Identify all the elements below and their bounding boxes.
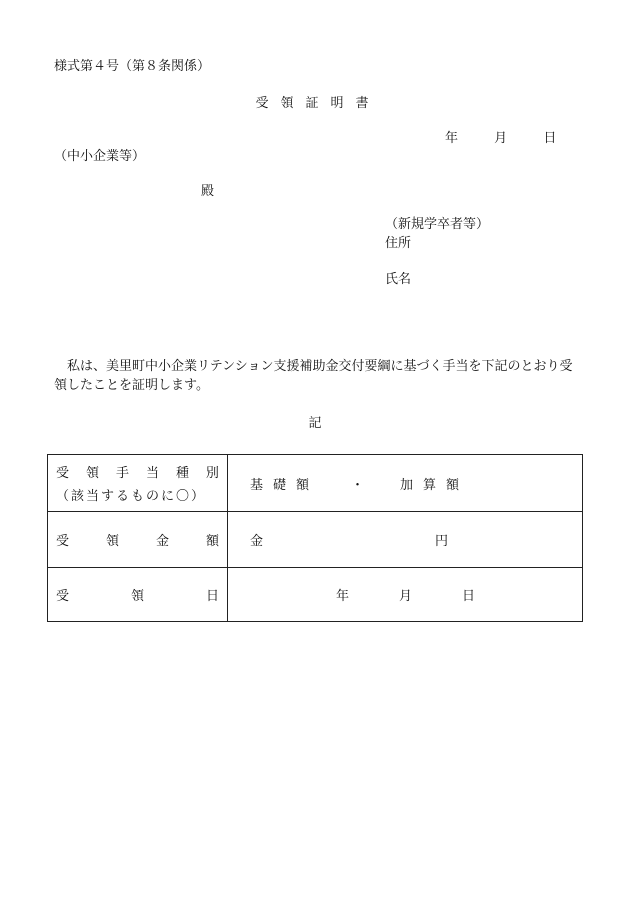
form-number: 様式第４号（第８条関係） [54, 59, 211, 74]
label-char: 当 [145, 466, 159, 481]
label-char: 種 [175, 466, 189, 481]
label-allowance-type-note: （該当するものに〇） [56, 489, 207, 504]
label-char: 別 [205, 466, 219, 481]
amount-unit: 円 [435, 534, 449, 549]
ki-heading: 記 [308, 416, 322, 431]
label-allowance-type [48, 455, 228, 512]
label-char: 受 [56, 534, 70, 549]
table-row-received-date [48, 568, 583, 622]
value-amount [228, 512, 583, 568]
label-amount [48, 512, 228, 568]
table-row-amount [48, 512, 583, 568]
label-char: 額 [205, 534, 219, 549]
body-text: 私は、美里町中小企業リテンション支援補助金交付要綱に基づく手当を下記のとおり受領したことを証明します。 [54, 359, 573, 393]
label-char: 領 [130, 589, 144, 604]
issuer-block [385, 215, 489, 253]
option-separator: ・ [351, 477, 365, 493]
label-char: 金 [155, 534, 169, 549]
table-row-allowance-type [48, 455, 583, 512]
amount-prefix: 金 [250, 534, 264, 549]
label-char: 受 [56, 589, 70, 604]
document-title: 受領証明書 [255, 96, 381, 111]
label-char: 領 [105, 534, 119, 549]
option-additional-amount: 加算額 [400, 477, 470, 493]
label-char: 受 [56, 466, 70, 481]
label-char: 領 [85, 466, 99, 481]
label-received-date [48, 568, 228, 622]
date-day: 日 [543, 131, 557, 146]
issuer-role: （新規学卒者等） [385, 217, 490, 232]
receipt-table [47, 454, 583, 622]
received-year: 年 [336, 589, 350, 604]
date-year: 年 [445, 131, 459, 146]
label-char: 手 [115, 466, 129, 481]
received-month: 月 [399, 589, 413, 604]
recipient-org: （中小企業等） [54, 149, 146, 164]
value-received-date [228, 568, 583, 622]
issuer-address-label: 住所 [385, 236, 412, 251]
recipient-honorific: 殿 [201, 184, 215, 199]
date-month: 月 [494, 131, 508, 146]
received-day: 日 [462, 589, 476, 604]
option-base-amount: 基礎額 [250, 477, 320, 493]
label-char: 日 [205, 589, 219, 604]
issue-date [445, 127, 556, 146]
value-allowance-type [228, 455, 583, 512]
issuer-name-label: 氏名 [385, 272, 412, 287]
